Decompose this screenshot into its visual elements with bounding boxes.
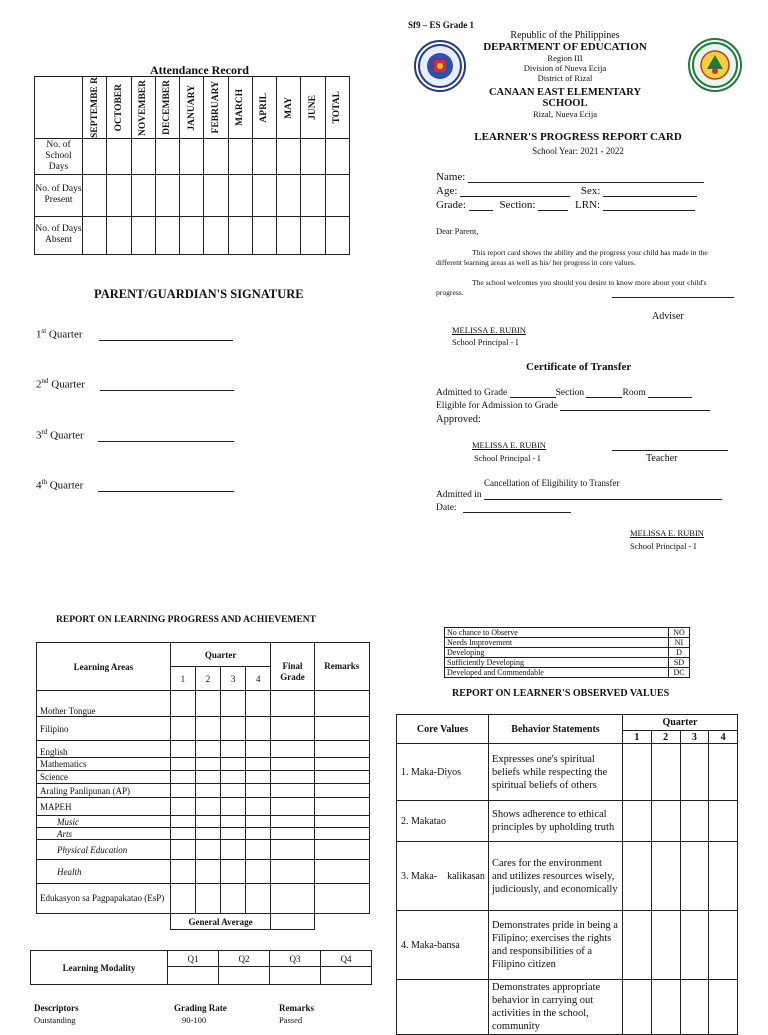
descriptors-header: Descriptors xyxy=(34,1003,79,1013)
month-header: NOVEMBER xyxy=(138,79,149,136)
signature-line[interactable] xyxy=(99,340,233,341)
principal-name: MELISSA E. RUBIN xyxy=(452,325,526,335)
month-header: FEBRUARY xyxy=(210,81,221,134)
name-line[interactable] xyxy=(468,182,704,183)
subject-row: Filipino xyxy=(37,717,171,741)
legend-table: No chance to Observe NO Needs Improvement NI Developing D Sufficiently Developing SD Developed and Commendable DC xyxy=(444,627,690,678)
subject-row: Araling Panlipunan (AP) xyxy=(37,784,171,798)
month-header: OCTOBER xyxy=(113,83,124,132)
col-learning-areas: Learning Areas xyxy=(37,643,171,691)
school-logo-icon xyxy=(688,38,742,92)
principal-title: School Principal - I xyxy=(452,337,519,347)
values-title: REPORT ON LEARNER'S OBSERVED VALUES xyxy=(452,688,670,699)
behavior-statement: Demonstrates pride in being a Filipino; exercises the rights and responsibilities of a Filipino citizen xyxy=(489,911,623,980)
col-remarks: Remarks xyxy=(314,643,369,691)
dear-parent: Dear Parent, xyxy=(436,226,479,236)
section-line[interactable] xyxy=(538,210,568,211)
values-table: Core Values Behavior Statements Quarter 1 2 3 4 1. Maka-Diyos Expresses one's spiritual beliefs while respecting the spiritual beliefs of others 2. Makatao Shows adherence to ethical principles by upholding truth 3. Maka- kalikasan Cares for the environment and utilizes resources wisely, judiciously, and economically 4. Maka-bansa Demonstrates pride in being a Filipino; exercises the rights and responsibilities of a Filipino citizen Demonstrates appropriate behavior in carrying out activities in the school, community xyxy=(396,714,738,1035)
col-core-values: Core Values xyxy=(397,715,489,744)
signature-line[interactable] xyxy=(98,491,234,492)
remarks-header: Remarks xyxy=(279,1003,314,1013)
behavior-statement: Shows adherence to ethical principles by upholding truth xyxy=(489,801,623,842)
month-header: APRIL xyxy=(259,92,270,123)
col-values-quarter: Quarter xyxy=(623,715,738,731)
subject-row: Mathematics xyxy=(37,758,171,771)
subject-row: Physical Education xyxy=(37,840,171,860)
school-year: School Year: 2021 - 2022 xyxy=(532,146,624,156)
form-code: Sf9 – ES Grade 1 xyxy=(408,20,475,30)
approved-label: Approved: xyxy=(436,414,481,425)
sex-line[interactable] xyxy=(603,196,697,197)
col-quarter: Quarter xyxy=(170,643,271,667)
col-final-grade: Final Grade xyxy=(271,643,314,691)
learning-table: Learning Areas Quarter Final Grade Remarks 1 2 3 4 Mother Tongue Filipino English Mathematics Science Araling Panlipunan (AP) MAPEH Music Arts Physical Education Health Edukasyon sa Pagpapakatao (EsP) General Average xyxy=(36,642,370,930)
adviser-line xyxy=(612,297,734,298)
school-name: CANAAN EAST ELEMENTARY SCHOOL xyxy=(488,87,642,109)
behavior-statement: Demonstrates appropriate behavior in carrying out activities in the school, community xyxy=(489,980,623,1035)
core-value-row: 1. Maka-Diyos xyxy=(397,744,489,801)
admitted-in-field: Admitted in xyxy=(436,490,722,500)
month-header: TOTAL xyxy=(332,91,343,124)
month-header: JUNE xyxy=(308,95,319,120)
signature-title: PARENT/GUARDIAN'S SIGNATURE xyxy=(94,287,304,301)
signature-quarter-4: 4th Quarter xyxy=(36,478,234,492)
card-title: LEARNER'S PROGRESS REPORT CARD xyxy=(474,131,682,143)
modality-table: Learning Modality Q1 Q2 Q3 Q4 xyxy=(30,950,372,985)
attendance-row-label: No. of Days Absent xyxy=(35,216,83,254)
grade-line[interactable] xyxy=(469,210,493,211)
descriptor-remark: Passed xyxy=(279,1015,303,1025)
subject-row: Science xyxy=(37,771,171,784)
month-header: JANUARY xyxy=(186,84,197,131)
core-value-row: 3. Maka- kalikasan xyxy=(397,842,489,911)
name-field: Name: xyxy=(436,171,704,183)
behavior-statement: Cares for the environment and utilizes resources wisely, judiciously, and economically xyxy=(489,842,623,911)
principal-title-2: School Principal - I xyxy=(630,541,697,551)
subject-row: MAPEH xyxy=(37,798,171,816)
school-header: Republic of the Philippines DEPARTMENT OF EDUCATION Region III Division of Nueva Ecija District of Rizal CANAAN EAST ELEMENTARY SCHOOL Rizal, Nueva Ecija xyxy=(470,30,660,119)
card-paragraph-1: This report card shows the ability and the progress your child has made in the different learning areas as well as his/ her progress in core values. xyxy=(436,248,708,267)
transfer-title: Certificate of Transfer xyxy=(526,361,632,373)
behavior-statement: Expresses one's spiritual beliefs while respecting the spiritual beliefs of others xyxy=(489,744,623,801)
descriptor-rate: 90-100 xyxy=(182,1015,207,1025)
teacher-line xyxy=(612,450,728,451)
transfer-principal-title: School Principal - I xyxy=(474,453,541,463)
month-header: DECEMBER xyxy=(162,80,173,135)
signature-line[interactable] xyxy=(98,441,234,442)
core-value-row: 2. Makatao xyxy=(397,801,489,842)
subject-row: Arts xyxy=(37,828,171,840)
core-value-row: 4. Maka-bansa xyxy=(397,911,489,980)
admitted-grade-field: Admitted to Grade Section Room xyxy=(436,388,692,398)
subject-row: Music xyxy=(37,816,171,828)
subject-row: English xyxy=(37,741,171,758)
month-header: MARCH xyxy=(235,89,246,126)
card-paragraph-2: The school welcomes you should you desire to know more about your child's progress. xyxy=(436,278,707,297)
adviser-label: Adviser xyxy=(652,311,684,322)
age-sex-field: Age: Sex: xyxy=(436,185,697,197)
principal-name-2: MELISSA E. RUBIN xyxy=(630,528,704,538)
descriptor-row: Outstanding xyxy=(34,1015,76,1025)
attendance-row-label: No. of School Days xyxy=(35,138,83,174)
grading-rate-header: Grading Rate xyxy=(174,1003,227,1013)
attendance-row-label: No. of Days Present xyxy=(35,174,83,216)
transfer-principal-name: MELISSA E. RUBIN xyxy=(472,440,546,450)
teacher-label: Teacher xyxy=(646,453,678,464)
subject-row: Health xyxy=(37,860,171,884)
signature-quarter-1: 1st Quarter xyxy=(36,327,233,341)
date-field: Date: xyxy=(436,503,571,513)
month-header: MAY xyxy=(283,96,294,119)
month-header: SEPTEMBE R xyxy=(89,77,100,138)
eligible-field: Eligible for Admission to Grade xyxy=(436,401,710,411)
cancel-title: Cancellation of Eligibility to Transfer xyxy=(484,478,620,488)
col-behavior: Behavior Statements xyxy=(489,715,623,744)
general-average-label: General Average xyxy=(170,914,271,930)
attendance-table xyxy=(34,76,350,255)
modality-label: Learning Modality xyxy=(31,951,168,985)
deped-seal-icon xyxy=(414,40,466,92)
subject-row: Edukasyon sa Pagpapakatao (EsP) xyxy=(37,884,171,914)
core-value-row xyxy=(397,980,489,1035)
learning-title: REPORT ON LEARNING PROGRESS AND ACHIEVEMENT xyxy=(56,615,316,625)
lrn-line[interactable] xyxy=(603,210,695,211)
subject-row: Mother Tongue xyxy=(37,691,171,717)
signature-line[interactable] xyxy=(100,390,234,391)
grade-field: Grade: Section: LRN: xyxy=(436,199,695,211)
signature-quarter-2: 2nd Quarter xyxy=(36,377,234,391)
age-line[interactable] xyxy=(460,196,570,197)
attendance-title: Attendance Record xyxy=(150,63,249,77)
signature-quarter-3: 3rd Quarter xyxy=(36,428,234,442)
